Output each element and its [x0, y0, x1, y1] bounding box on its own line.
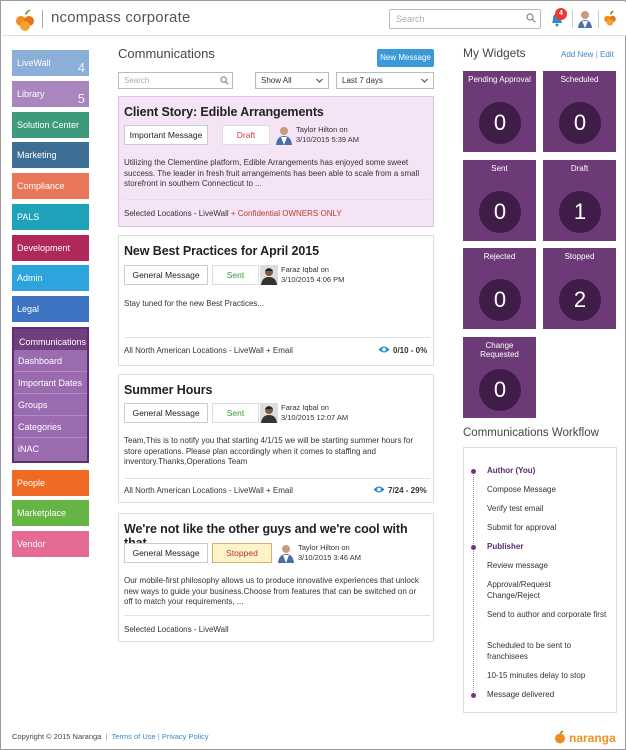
- app-name: ncompass corporate: [51, 9, 191, 26]
- author-avatar: [260, 265, 278, 285]
- eye-icon[interactable]: [373, 485, 385, 494]
- sidebar-item-label: Legal: [17, 304, 40, 314]
- sidebar-item-people[interactable]: [12, 470, 89, 496]
- widget-rejected[interactable]: [463, 248, 536, 329]
- widget-value: 0: [479, 191, 521, 233]
- top-header: [2, 2, 626, 36]
- show-filter-select[interactable]: [255, 72, 329, 89]
- sidebar-item-solution-center[interactable]: [12, 112, 89, 138]
- sidebar-item-label: People: [17, 478, 46, 488]
- widget-change-requested[interactable]: [463, 337, 536, 418]
- terms-link[interactable]: Terms of Use: [111, 732, 156, 741]
- copyright: Copyright © 2015 Naranga: [12, 732, 102, 741]
- widget-label: Pending Approval: [468, 75, 531, 84]
- sidebar-item-marketplace[interactable]: [12, 500, 89, 526]
- card-divider: [124, 199, 430, 200]
- author-avatar: [277, 543, 295, 563]
- widget-label: Scheduled: [560, 75, 599, 84]
- edit-link[interactable]: Edit: [600, 50, 614, 59]
- workflow-step: Verify test email: [487, 504, 544, 513]
- message-locations: Selected Locations - LiveWall: [124, 625, 229, 634]
- eye-icon[interactable]: [378, 345, 390, 354]
- submenu-item-important-dates[interactable]: Important Dates: [14, 372, 87, 394]
- widget-value: 0: [559, 102, 601, 144]
- sidebar-item-development[interactable]: [12, 235, 89, 261]
- widget-pending-approval[interactable]: [463, 71, 536, 152]
- author-timestamp: 3/10/2015 3:46 AM: [298, 553, 361, 562]
- read-stat: 7/24 - 29%: [388, 486, 427, 495]
- footer-separator: |: [103, 732, 112, 741]
- search-icon[interactable]: [526, 13, 536, 23]
- sidebar-item-count: 4: [77, 60, 85, 75]
- widget-links: [561, 50, 614, 59]
- workflow-step: Send to author and corporate first: [487, 610, 607, 619]
- orange-logo-icon[interactable]: [14, 8, 36, 32]
- sidebar-item-label: Marketplace: [17, 508, 67, 518]
- sidebar-item-label: Marketing: [17, 150, 57, 160]
- privacy-link[interactable]: Privacy Policy: [161, 732, 209, 741]
- message-title[interactable]: New Best Practices for April 2015: [124, 244, 319, 258]
- sidebar-item-pals[interactable]: [12, 204, 89, 230]
- step-dot: [471, 469, 476, 474]
- status-badge: Stopped: [212, 543, 272, 563]
- workflow-panel: [463, 447, 617, 713]
- chevron-down-icon: [421, 77, 428, 84]
- sidebar-item-library[interactable]: [12, 81, 89, 107]
- workflow-step: Compose Message: [487, 485, 556, 494]
- widget-stopped[interactable]: [543, 248, 616, 329]
- message-excerpt: Our mobile-first philosophy allows us to produce innovative experiences that unlock new ways to guide your business.Choose from features that can be switched on or off to match your requirements, ...: [124, 576, 419, 606]
- widget-sent[interactable]: [463, 160, 536, 241]
- submenu-item-dashboard[interactable]: Dashboard: [14, 350, 87, 372]
- page-title: Communications: [118, 46, 215, 61]
- message-excerpt: Stay tuned for the new Best Practices...: [124, 299, 265, 308]
- author-avatar: [260, 403, 278, 423]
- sidebar-item-vendor[interactable]: [12, 531, 89, 557]
- workflow-step: Approval/Request Change/Reject: [487, 580, 551, 600]
- author-avatar: [275, 125, 293, 145]
- sidebar-item-label: Admin: [17, 273, 43, 283]
- workflow-step: 10-15 minutes delay to stop: [487, 671, 586, 680]
- author-timestamp: 3/10/2015 12:07 AM: [281, 413, 349, 422]
- header-divider: [42, 10, 43, 28]
- sidebar-item-label: Compliance: [17, 181, 65, 191]
- message-title[interactable]: We're not like the other guys and we're cool with: [124, 522, 408, 536]
- author-info: [298, 543, 361, 563]
- sidebar-item-label: Library: [17, 89, 45, 99]
- card-divider: [124, 615, 430, 616]
- date-range-select[interactable]: [336, 72, 434, 89]
- read-stat: 0/10 - 0%: [393, 346, 428, 355]
- footer-separator: |: [157, 732, 162, 741]
- message-card[interactable]: [118, 235, 434, 366]
- widget-value: 0: [479, 102, 521, 144]
- widget-label: Sent: [491, 164, 508, 173]
- workflow-step: Review message: [487, 561, 548, 570]
- author-name: Faraz Iqbal on: [281, 265, 329, 274]
- widget-scheduled[interactable]: [543, 71, 616, 152]
- orange-logo-icon[interactable]: [603, 10, 617, 26]
- author-timestamp: 3/10/2015 4:06 PM: [281, 275, 345, 284]
- add-new-link[interactable]: Add New: [561, 50, 594, 59]
- message-card[interactable]: [118, 513, 434, 642]
- workflow-step: Publisher: [487, 542, 524, 551]
- author-timestamp: 3/10/2015 5:39 AM: [296, 135, 359, 144]
- message-excerpt: Team,This is to notify you that starting 4/1/15 we will be starting summer hours for store operations. Please plan accordingly when it comes to staffing and inventory.Thanks,Operations Team: [124, 436, 414, 466]
- sidebar-item-livewall[interactable]: [12, 50, 89, 76]
- author-name: Faraz Iqbal on: [281, 403, 329, 412]
- sidebar-item-legal[interactable]: [12, 296, 89, 322]
- location-text: Selected Locations - LiveWall: [124, 209, 229, 218]
- workflow-step: Submit for approval: [487, 523, 557, 532]
- footer-brand: naranga: [569, 731, 616, 745]
- date-range-value: Last 7 days: [342, 76, 383, 85]
- author-info: [281, 403, 348, 423]
- message-locations: All North American Locations - LiveWall + Email: [124, 486, 293, 495]
- search-placeholder: Search: [124, 76, 150, 85]
- message-type-tag: Important Message: [124, 125, 208, 145]
- sidebar-item-label: Solution Center: [17, 120, 80, 130]
- notification-count-badge: 4: [555, 8, 567, 20]
- widget-draft[interactable]: [543, 160, 616, 241]
- status-badge: Draft: [222, 125, 270, 145]
- submenu-item-categories[interactable]: Categories: [14, 416, 87, 438]
- submenu-item-groups[interactable]: Groups: [14, 394, 87, 416]
- message-locations: All North American Locations - LiveWall + Email: [124, 346, 293, 355]
- status-badge: Sent: [212, 265, 259, 285]
- widget-label: Stopped: [564, 252, 595, 261]
- sidebar-item-label: Vendor: [17, 539, 46, 549]
- sidebar-item-label: PALS: [17, 212, 40, 222]
- widget-value: 1: [559, 191, 601, 233]
- card-divider: [124, 478, 430, 479]
- widget-label: Rejected: [483, 252, 516, 261]
- workflow-step: Message delivered: [487, 690, 555, 699]
- sidebar-item-label: Development: [17, 243, 71, 253]
- workflow-title: Communications Workflow: [463, 427, 599, 439]
- header-divider: [572, 10, 573, 28]
- global-search-input[interactable]: [389, 9, 541, 29]
- sidebar-item-marketing[interactable]: [12, 142, 89, 168]
- widget-label: Draft: [570, 164, 589, 173]
- footer: [12, 732, 209, 741]
- chevron-down-icon: [316, 77, 323, 84]
- user-avatar[interactable]: [577, 9, 593, 29]
- widgets-title: My Widgets: [463, 46, 526, 60]
- link-separator: |: [595, 50, 601, 59]
- workflow-timeline: [473, 470, 474, 696]
- message-type-tag: General Message: [124, 403, 208, 423]
- workflow-step: Scheduled to be sent to franchisees: [487, 641, 572, 661]
- message-title[interactable]: Client Story: Edible Arrangements: [124, 105, 324, 119]
- search-icon[interactable]: [220, 76, 229, 85]
- show-filter-value: Show All: [261, 76, 292, 85]
- message-type-tag: General Message: [124, 265, 208, 285]
- card-divider: [124, 337, 430, 338]
- message-locations: [124, 209, 342, 218]
- message-type-tag: General Message: [124, 543, 208, 563]
- message-excerpt: Utilizing the Clementine platform, Edible Arrangements has enjoyed some sweet success. The leader in fresh fruit arrangements has been able to scale from a small storefront in southern Connecticut to ...: [124, 158, 420, 188]
- message-card[interactable]: [118, 96, 434, 227]
- communications-submenu: [12, 350, 89, 463]
- header-divider: [598, 10, 599, 28]
- orange-logo-icon: [554, 730, 566, 744]
- workflow-step: Author (You): [487, 466, 536, 475]
- author-info: [281, 265, 344, 285]
- sidebar-item-label: Communications: [19, 337, 87, 347]
- message-title[interactable]: Summer Hours: [124, 383, 213, 397]
- confidential-label: + Confidential OWNERS ONLY: [228, 209, 342, 218]
- new-message-button[interactable]: New Message: [377, 49, 434, 67]
- author-name: Taylor Hilton on: [296, 125, 348, 134]
- widget-label: Change Requested: [480, 341, 519, 359]
- step-dot: [471, 545, 476, 550]
- step-dot: [471, 693, 476, 698]
- submenu-item-inac[interactable]: iNAC: [18, 444, 40, 454]
- sidebar-item-admin[interactable]: [12, 265, 89, 291]
- author-info: [296, 125, 359, 145]
- sidebar-item-compliance[interactable]: [12, 173, 89, 199]
- widget-value: 0: [479, 369, 521, 411]
- sidebar-item-count: 5: [77, 91, 85, 106]
- message-card[interactable]: [118, 374, 434, 503]
- widget-value: 0: [479, 279, 521, 321]
- widget-value: 2: [559, 279, 601, 321]
- communications-search-input[interactable]: [118, 72, 233, 89]
- status-badge: Sent: [212, 403, 259, 423]
- search-placeholder: Search: [396, 14, 425, 24]
- author-name: Taylor Hilton on: [298, 543, 350, 552]
- sidebar-item-label: LiveWall: [17, 58, 51, 68]
